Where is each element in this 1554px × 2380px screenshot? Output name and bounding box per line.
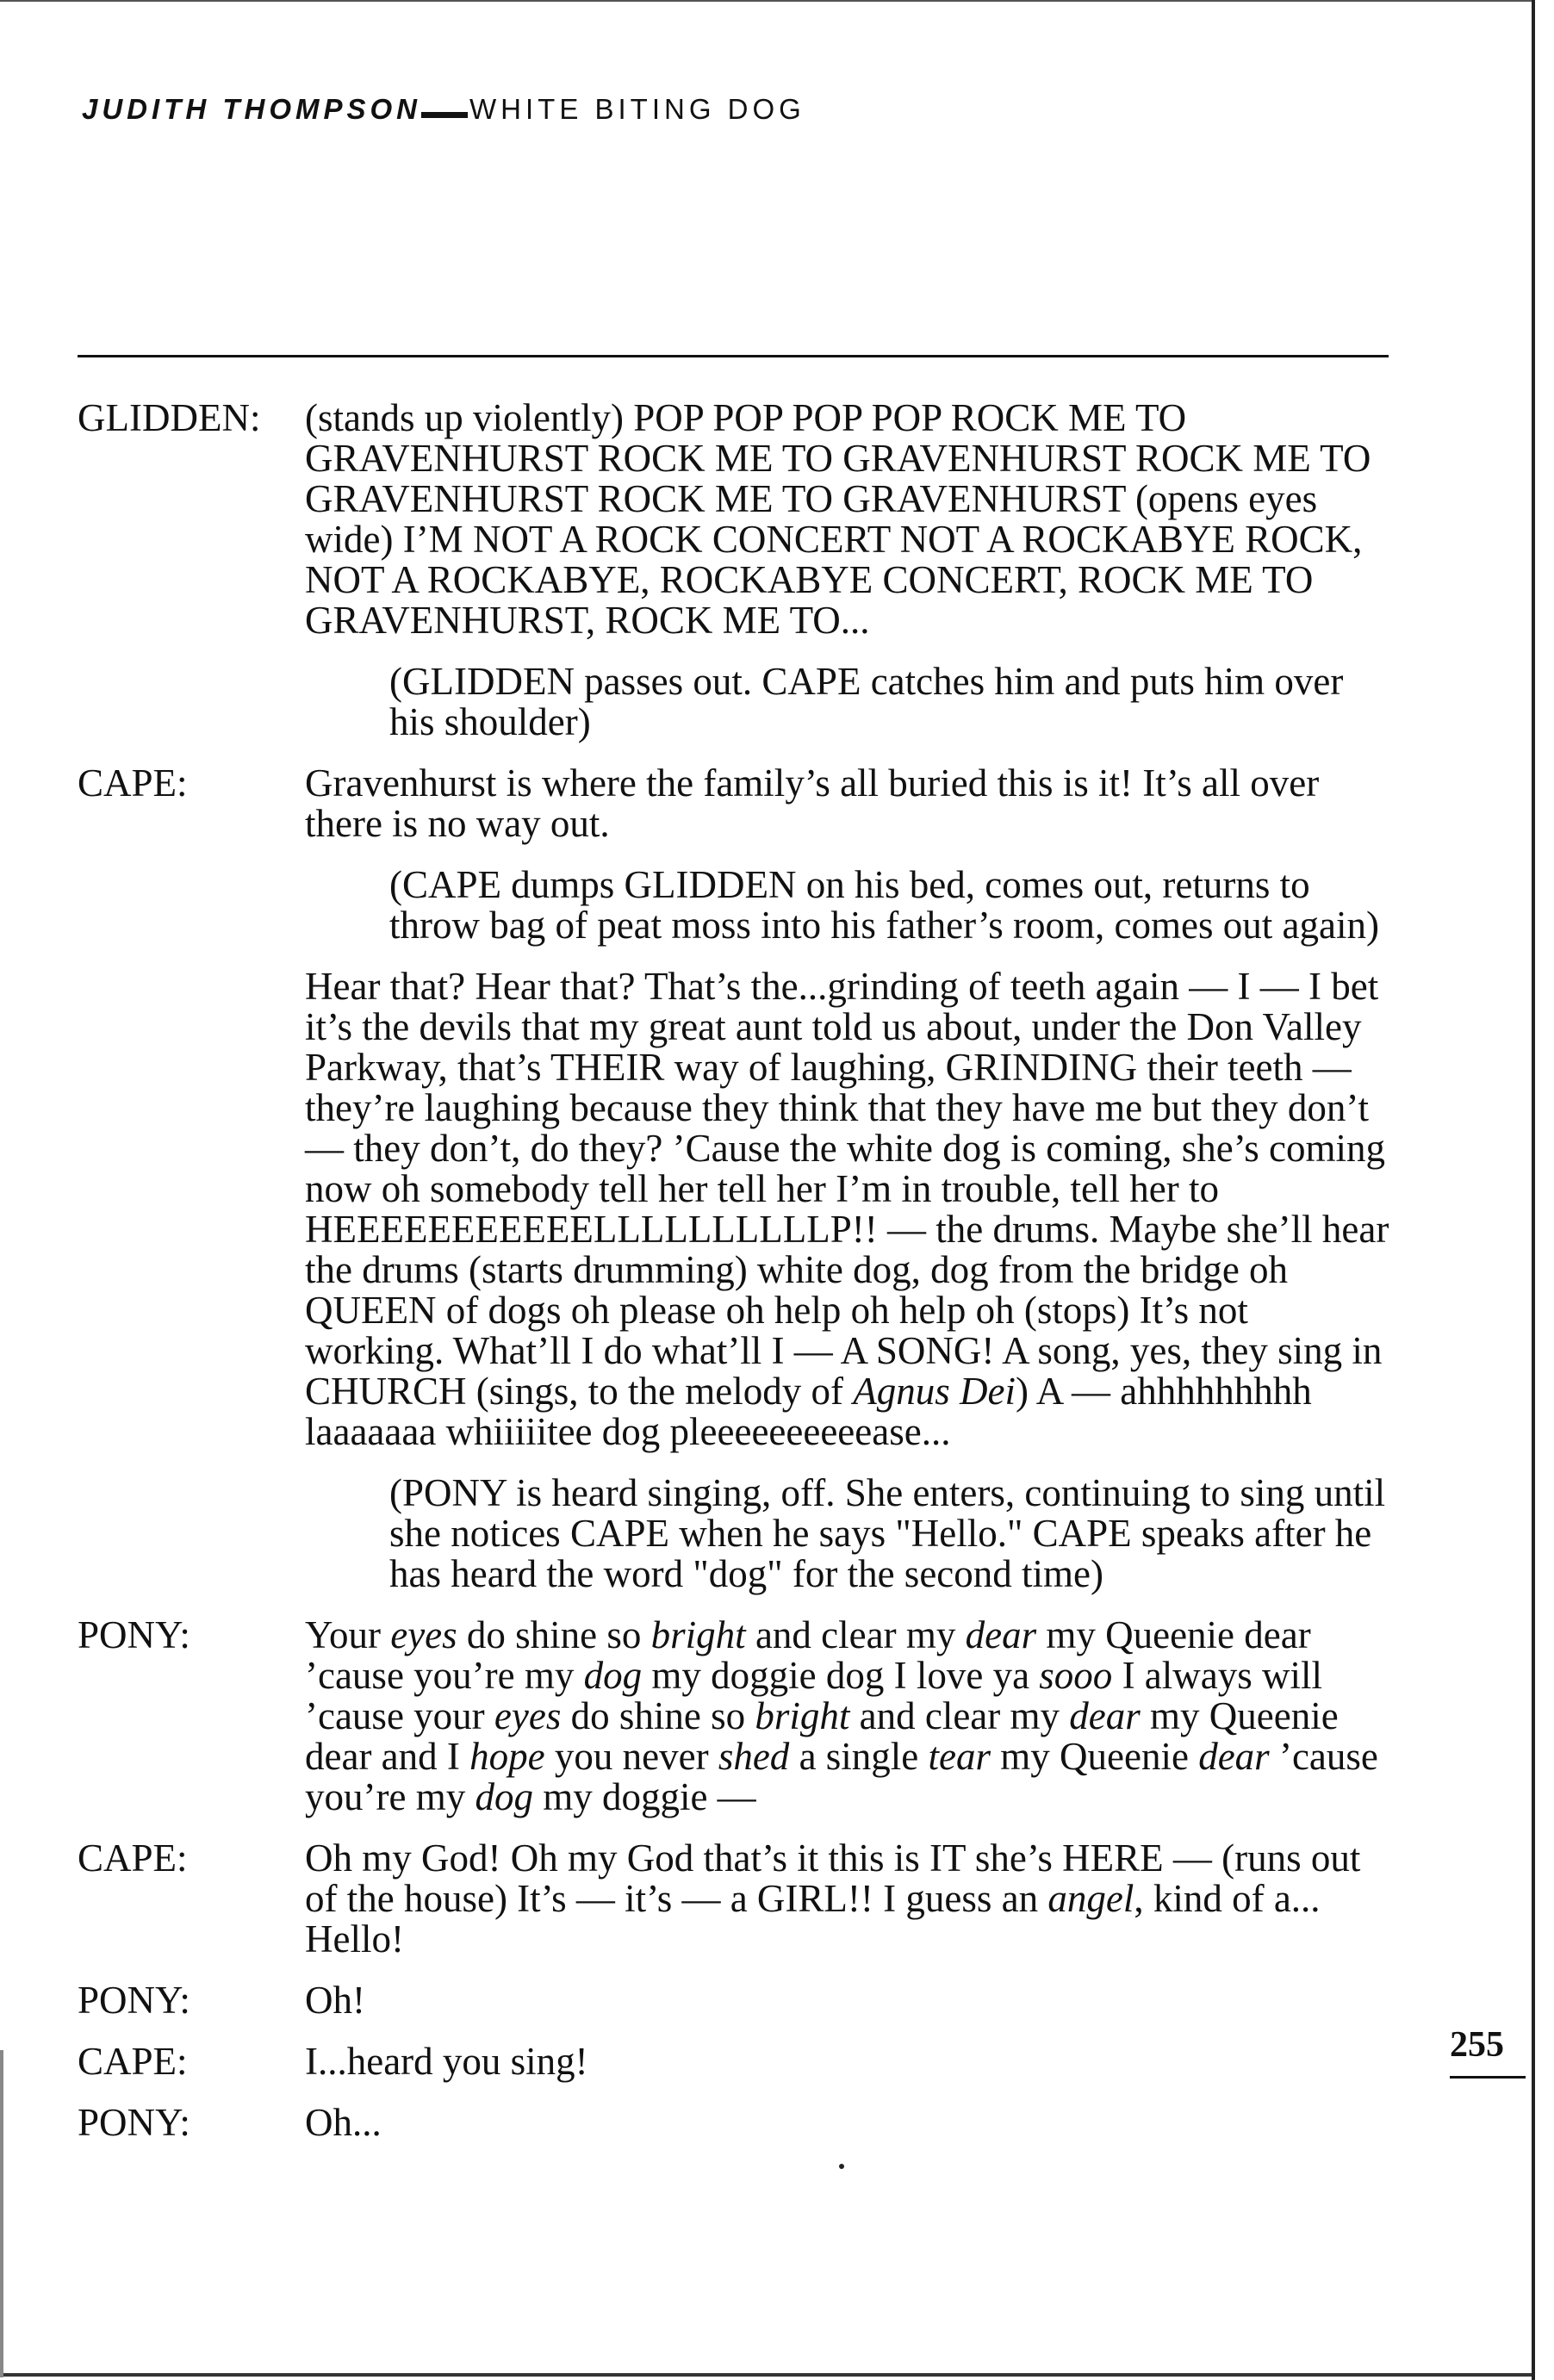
dialog-text: (stands up violently) POP POP POP POP ROCK ME TO GRAVENHURST ROCK ME TO GRAVENHURST ROCK ME TO GRAVENHURST ROCK ME TO GRAVENHURST (opens eyes wide) I’M NOT A ROCK CONCERT NOT A ROCKABYE ROCK, NOT A ROCKABYE, ROCKABYE CONCERT, ROCK ME TO GRAVENHURST, ROCK ME TO...: [305, 396, 1371, 642]
script-entry: [78, 398, 1395, 743]
page-top-edge: [0, 0, 1532, 2]
speaker-name: PONY:: [78, 1979, 190, 2022]
dialog-text: Oh!: [305, 1979, 365, 2022]
script-entry: [78, 1615, 1395, 1818]
speech-body: [305, 2103, 1395, 2143]
script-entry: [78, 2041, 1395, 2082]
speech-body: [305, 1615, 1395, 1818]
dialog-text: Oh...: [305, 2101, 382, 2144]
header-rule: [78, 355, 1389, 357]
speech-body: [305, 1838, 1395, 1960]
script-entry: [78, 2103, 1395, 2143]
page-number-rule: [1450, 2076, 1526, 2079]
page-left-edge: [0, 2050, 3, 2377]
script-entry: [78, 1980, 1395, 2021]
dialog-text: Hear that? Hear that? That’s the...grinding of teeth again — I — I bet it’s the devils that my great aunt told us about, under the Don Valley Parkway, that’s THEIR way of laughing, GRINDING their teeth — they’re laughing because they think that they have me but they don’t — they don’t, do they? ’Cause the white dog is coming, she’s coming now oh somebody tell her tell her I’m in trouble, tell her to HEEEEEEEEEEELLLLLLLLLLP!! — the drums. Maybe she’ll hear the drums (starts drumming) white dog, dog from the bridge oh QUEEN of dogs oh please oh help oh help oh (stops) It’s not working. What’ll I do what’ll I — A SONG! A song, yes, they sing in CHURCH (sings, to the melody of Agnus Dei) A — ahhhhhhhhh laaaaaaa whiiiiitee dog pleeeeeeeeeease...: [305, 965, 1389, 1453]
running-head-author: JUDITH THOMPSON: [82, 93, 422, 125]
script-entry: [78, 1838, 1395, 1960]
speaker-name: CAPE:: [78, 761, 188, 805]
speaker-name: GLIDDEN:: [78, 396, 261, 439]
stage-direction: (CAPE dumps GLIDDEN on his bed, comes out, returns to throw bag of peat moss into his father’s room, comes out again): [389, 863, 1379, 947]
speaker-name: CAPE:: [78, 1836, 188, 1880]
speech-body: [305, 2041, 1395, 2082]
dialog-text: Your eyes do shine so bright and clear my dear my Queenie dear ’cause you’re my dog my doggie dog I love ya sooo I always will ’cause your eyes do shine so bright and clear my dear my Queenie dear and I hope you never shed a single tear my Queenie dear ’cause you’re my dog my doggie —: [305, 1613, 1378, 1818]
stage-direction: (PONY is heard singing, off. She enters, continuing to sing until she notices CAPE when he says "Hello." CAPE speaks after he has heard the word "dog" for the second time): [389, 1471, 1386, 1595]
page-bottom-edge: [0, 2373, 1532, 2377]
script-body: [78, 398, 1395, 2164]
speech-body: [305, 763, 1395, 1594]
dialog-text: I...heard you sing!: [305, 2040, 588, 2083]
speech-body: [305, 398, 1395, 743]
print-speck: [839, 2164, 844, 2169]
page-number: 255: [1450, 2025, 1504, 2065]
script-entry: [78, 763, 1395, 1594]
stage-direction: (GLIDDEN passes out. CAPE catches him and puts him over his shoulder): [389, 660, 1344, 743]
speech-body: [305, 1980, 1395, 2021]
running-head-dash: [421, 112, 468, 118]
speaker-name: PONY:: [78, 1613, 190, 1656]
speaker-name: CAPE:: [78, 2040, 188, 2083]
speaker-name: PONY:: [78, 2101, 190, 2144]
page-right-edge: [1532, 0, 1535, 2380]
dialog-text: Gravenhurst is where the family’s all buried this is it! It’s all over there is no way out.: [305, 761, 1320, 845]
running-head: [82, 93, 805, 126]
running-head-title: WHITE BITING DOG: [469, 93, 805, 125]
dialog-text: Oh my God! Oh my God that’s it this is IT she’s HERE — (runs out of the house) It’s — it’s — a GIRL!! I guess an angel, kind of a... Hello!: [305, 1836, 1361, 1961]
